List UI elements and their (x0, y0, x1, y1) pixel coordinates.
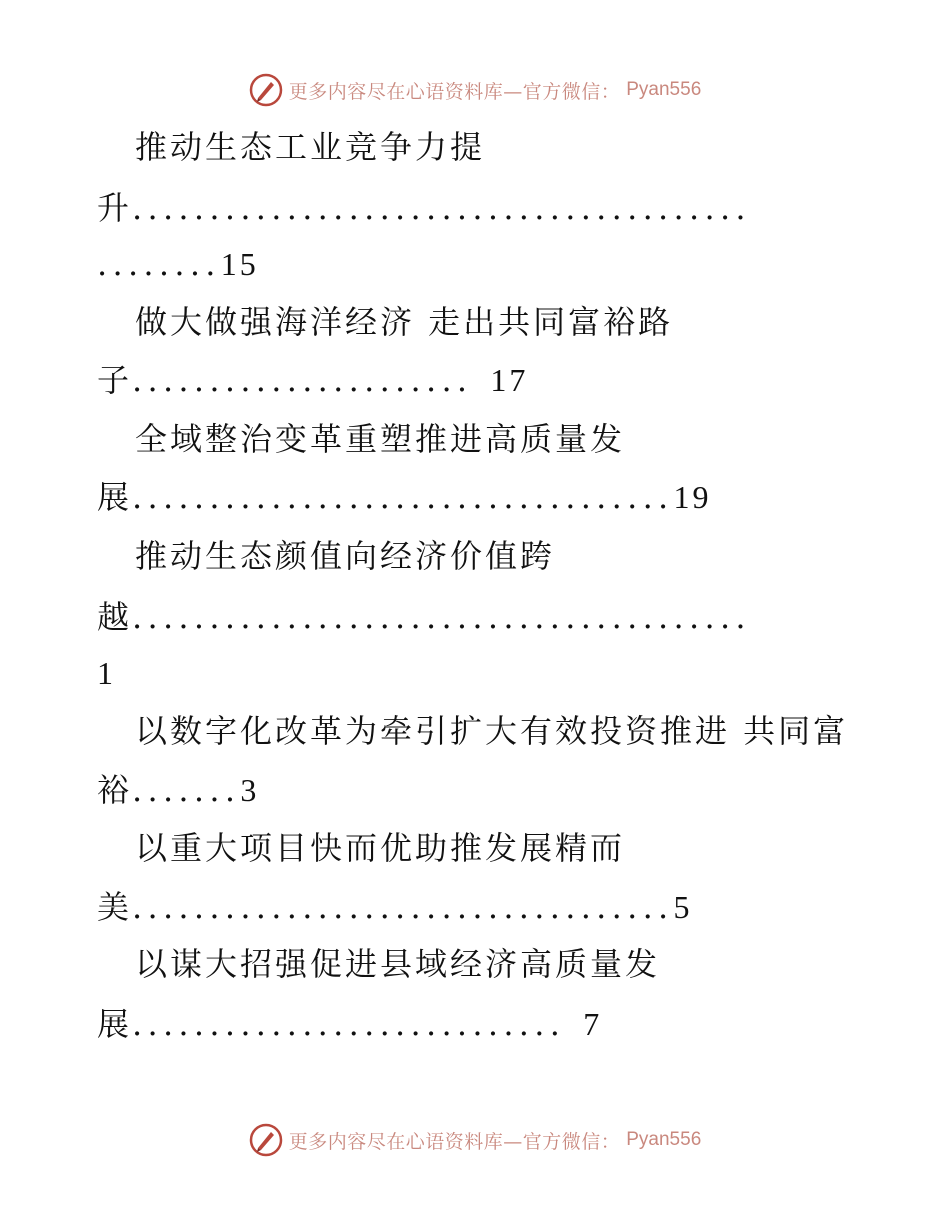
toc-entry-continuation (97, 653, 116, 693)
toc-entry-continuation: 美...................................5 (97, 888, 693, 926)
watermark-wechat-id: Pyan556 (626, 79, 702, 100)
toc-page-number: 5 (673, 889, 693, 925)
toc-page-number: 15 (220, 246, 259, 282)
quill-logo-icon (249, 73, 283, 107)
toc-leader-dots: ........ (97, 245, 221, 283)
toc-entry-continuation: 子...................... 17 (97, 361, 529, 399)
toc-page-number: 3 (240, 772, 260, 808)
watermark-footer (0, 1120, 950, 1160)
toc-entry-title: 以谋大招强促进县域经济高质量发 (135, 945, 661, 983)
toc-entry-title: 全域整治变革重塑推进高质量发 (135, 420, 626, 458)
quill-logo-icon (249, 1123, 283, 1157)
toc-leader-dots: ...................... (132, 361, 473, 399)
toc-leader-dots: ....... (132, 771, 241, 809)
toc-entry-continuation: 展............................ 7 (97, 1005, 603, 1043)
toc-entry-title: 做大做强海洋经济 走出共同富裕路 (135, 303, 674, 341)
toc-entry-continuation: 升........................................ (97, 189, 751, 227)
toc-leader-dots: ........................................ (132, 189, 751, 227)
watermark-header (0, 70, 950, 110)
toc-page-number: 19 (673, 479, 712, 515)
toc-entry-continuation (97, 244, 259, 284)
toc-leader-dots: ........................................ (132, 598, 751, 636)
watermark-text: 更多内容尽在心语资料库—官方微信： (288, 80, 621, 103)
toc-page-number: 17 (490, 362, 529, 398)
toc-leader-dots: ............................ (132, 1005, 566, 1043)
watermark-wechat-id: Pyan556 (626, 1129, 702, 1150)
toc-page-number: 1 (97, 655, 116, 691)
toc-entry-continuation: 越........................................ (97, 598, 751, 636)
watermark-text: 更多内容尽在心语资料库—官方微信： (288, 1130, 621, 1153)
toc-entry-title: 推动生态工业竞争力提 (135, 128, 486, 166)
toc-entry-title: 以重大项目快而优助推发展精而 (135, 829, 626, 867)
toc-entry-title: 推动生态颜值向经济价值跨 (135, 537, 556, 575)
toc-page-number: 7 (583, 1006, 603, 1042)
toc-entry-title: 以数字化改革为牵引扩大有效投资推进 共同富 (135, 712, 849, 750)
toc-leader-dots: ................................... (132, 478, 674, 516)
toc-entry-continuation: 裕.......3 (97, 771, 260, 809)
toc-entry-continuation: 展...................................19 (97, 478, 712, 516)
toc-leader-dots: ................................... (132, 888, 674, 926)
